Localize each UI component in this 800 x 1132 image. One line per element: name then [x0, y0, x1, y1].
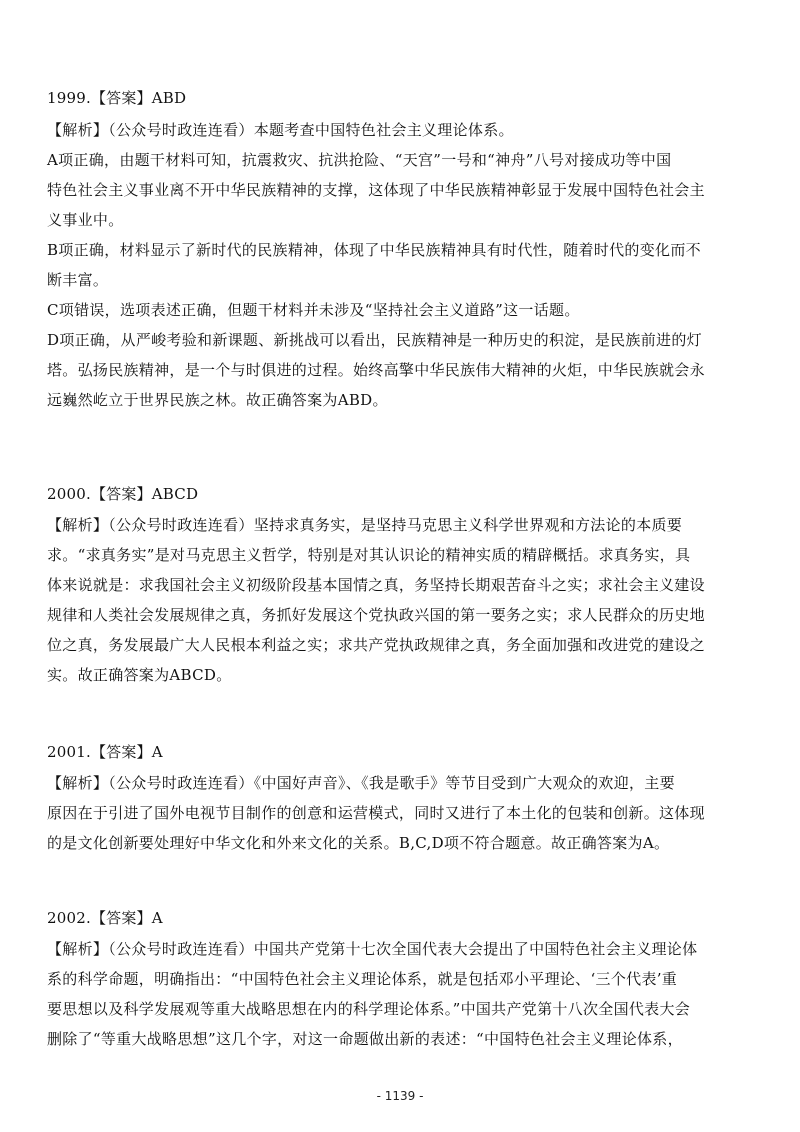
question-header: 1999.【答案】ABD	[47, 89, 187, 107]
analysis-line: 删除了“等重大战略思想”这几个字，对这一命题做出新的表述：“中国特色社会主义理论体系，	[47, 1030, 683, 1048]
analysis-line: 塔。弘扬民族精神，是一个与时俱进的过程。始终高擎中华民族伟大精神的火炬，中华民族就会永	[47, 361, 705, 379]
analysis-line: 原因在于引进了国外电视节目制作的创意和运营模式，同时又进行了本土化的包装和创新。这体现	[47, 804, 705, 822]
analysis-line: 实。故正确答案为ABCD。	[47, 666, 232, 684]
analysis-line: B项正确，材料显示了新时代的民族精神，体现了中华民族精神具有时代性，随着时代的变化而不	[47, 241, 701, 259]
question-2001	[47, 742, 753, 853]
question-2000	[47, 484, 753, 685]
analysis-line: 位之真，务发展最广大人民根本利益之实；求共产党执政规律之真，务全面加强和改进党的建设之	[47, 636, 705, 654]
question-header: 2001.【答案】A	[47, 743, 163, 761]
question-2002	[47, 908, 753, 1049]
analysis-line: 【解析】（公众号时政连连看）本题考查中国特色社会主义理论体系。	[47, 121, 514, 139]
analysis-line: 【解析】（公众号时政连连看）坚持求真务实，是坚持马克思主义科学世界观和方法论的本质要	[47, 516, 683, 534]
analysis-line: A项正确，由题干材料可知，抗震救灾、抗洪抢险、“天宫”一号和“神舟”八号对接成功等中国	[47, 151, 672, 169]
analysis-line: 远巍然屹立于世界民族之林。故正确答案为ABD。	[47, 391, 388, 409]
question-header: 2000.【答案】ABCD	[47, 485, 199, 503]
analysis-line: 的是文化创新要处理好中华文化和外来文化的关系。B,C,D项不符合题意。故正确答案为A。	[47, 834, 670, 852]
question-1999	[47, 88, 753, 410]
analysis-line: 特色社会主义事业离不开中华民族精神的支撑，这体现了中华民族精神彰显于发展中国特色社会主	[47, 181, 705, 199]
question-header: 2002.【答案】A	[47, 909, 163, 927]
analysis-line: D项正确，从严峻考验和新课题、新挑战可以看出，民族精神是一种历史的积淀，是民族前进的灯	[47, 331, 702, 349]
analysis-line: C项错误，选项表述正确，但题干材料并未涉及“坚持社会主义道路”这一话题。	[47, 301, 580, 319]
analysis-line: 求。“求真务实”是对马克思主义哲学，特别是对其认识论的精神实质的精辟概括。求真务实，具	[47, 546, 691, 564]
analysis-line: 体来说就是：求我国社会主义初级阶段基本国情之真，务坚持长期艰苦奋斗之实；求社会主义建设	[47, 576, 705, 594]
analysis-line: 要思想以及科学发展观等重大战略思想在内的科学理论体系。”中国共产党第十八次全国代表大会	[47, 1000, 691, 1018]
analysis-line: 【解析】（公众号时政连连看）中国共产党第十七次全国代表大会提出了中国特色社会主义理论体	[47, 940, 698, 958]
analysis-line: 义事业中。	[47, 211, 124, 229]
analysis-line: 断丰富。	[47, 271, 109, 289]
analysis-line: 【解析】（公众号时政连连看）《中国好声音》、《我是歌手》等节目受到广大观众的欢迎，主要	[47, 774, 675, 792]
analysis-line: 系的科学命题，明确指出：“中国特色社会主义理论体系，就是包括邓小平理论、‘三个代表’重	[47, 970, 678, 988]
page-number: - 1139 -	[376, 1089, 424, 1103]
analysis-line: 规律和人类社会发展规律之真，务抓好发展这个党执政兴国的第一要务之实；求人民群众的历史地	[47, 606, 705, 624]
